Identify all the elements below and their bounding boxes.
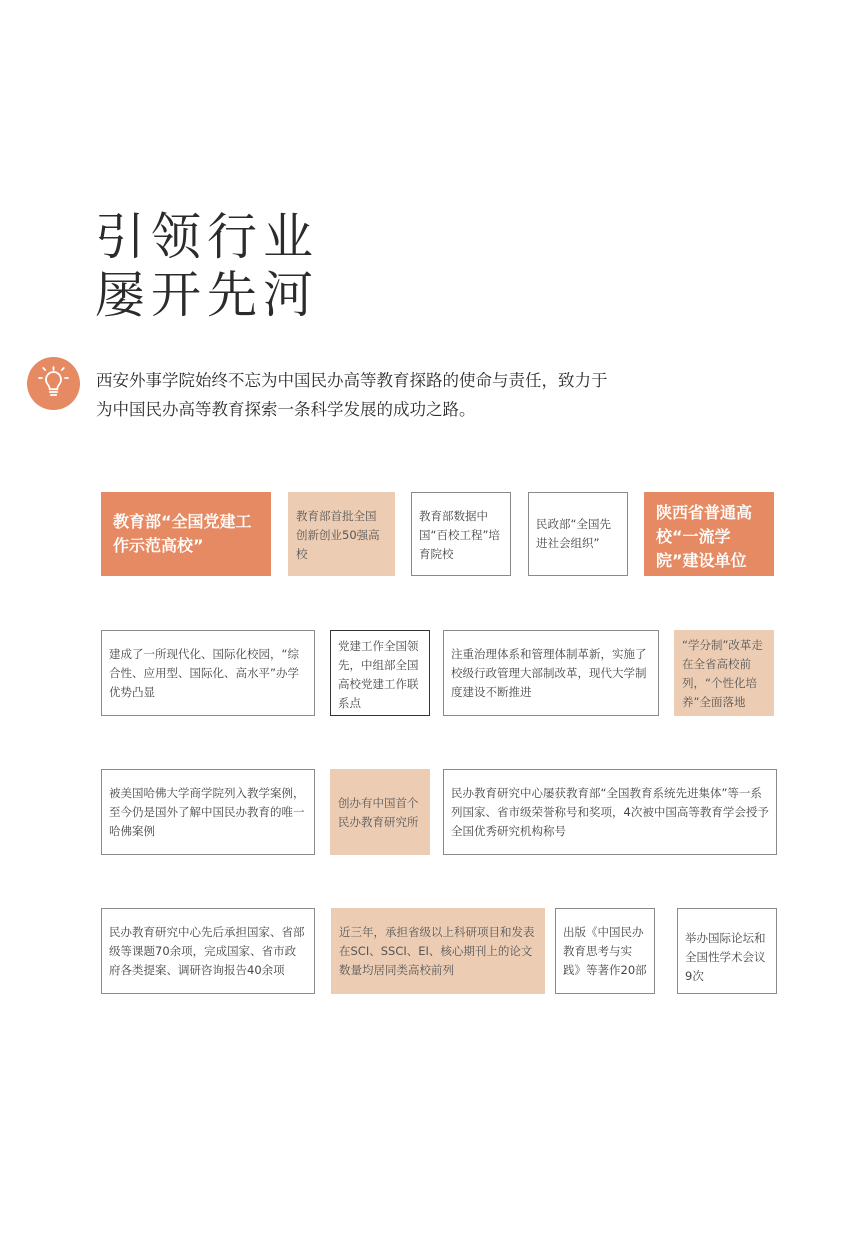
research-box-forums: 举办国际论坛和全国性学术会议9次: [677, 908, 777, 994]
page-title: [95, 208, 319, 324]
research-box-publications: 出版《中国民办教育思考与实践》等著作20部: [555, 908, 655, 994]
award-box-party-building: 教育部“全国党建工作示范高校”: [101, 492, 271, 576]
research-box-papers: 近三年，承担省级以上科研项目和发表在SCI、SSCI、EI、核心期刊上的论文数量均居同类高校前列: [331, 908, 545, 994]
research-box-projects: 民办教育研究中心先后承担国家、省部级等课题70余项，完成国家、省市政府各类提案、调研咨询报告40余项: [101, 908, 315, 994]
research-box-institute: 创办有中国首个民办教育研究所: [330, 769, 430, 855]
research-box-harvard: 被美国哈佛大学商学院列入教学案例，至今仍是国外了解中国民办教育的唯一哈佛案例: [101, 769, 315, 855]
lightbulb-icon: [27, 357, 80, 410]
intro-line-2: 为中国民办高等教育探索一条科学发展的成功之路。: [96, 400, 476, 419]
award-box-civil-affairs: 民政部“全国先进社会组织”: [528, 492, 628, 576]
award-box-data-china: 教育部数据中国“百校工程”培育院校: [411, 492, 511, 576]
achievement-box-party: 党建工作全国领先，中组部全国高校党建工作联系点: [330, 630, 430, 716]
intro-line-1: 西安外事学院始终不忘为中国民办高等教育探路的使命与责任，致力于: [96, 371, 608, 390]
achievement-box-governance: 注重治理体系和管理体制革新，实施了校级行政管理大部制改革，现代大学制度建设不断推进: [443, 630, 659, 716]
achievement-box-credit-system: “学分制”改革走在全省高校前列，“个性化培养”全面落地: [674, 630, 774, 716]
achievement-box-campus: 建成了一所现代化、国际化校园，“综合性、应用型、国际化、高水平”办学优势凸显: [101, 630, 315, 716]
title-line-2: 屡开先河: [95, 266, 319, 324]
research-box-honors: 民办教育研究中心屡获教育部“全国教育系统先进集体”等一系列国家、省市级荣誉称号和奖项，4次被中国高等教育学会授予全国优秀研究机构称号: [443, 769, 777, 855]
award-box-first-class: 陕西省普通高校“一流学院”建设单位: [644, 492, 774, 576]
intro-text: [96, 366, 736, 424]
title-line-1: 引领行业: [95, 208, 319, 266]
award-box-innovation: 教育部首批全国创新创业50强高校: [288, 492, 395, 576]
